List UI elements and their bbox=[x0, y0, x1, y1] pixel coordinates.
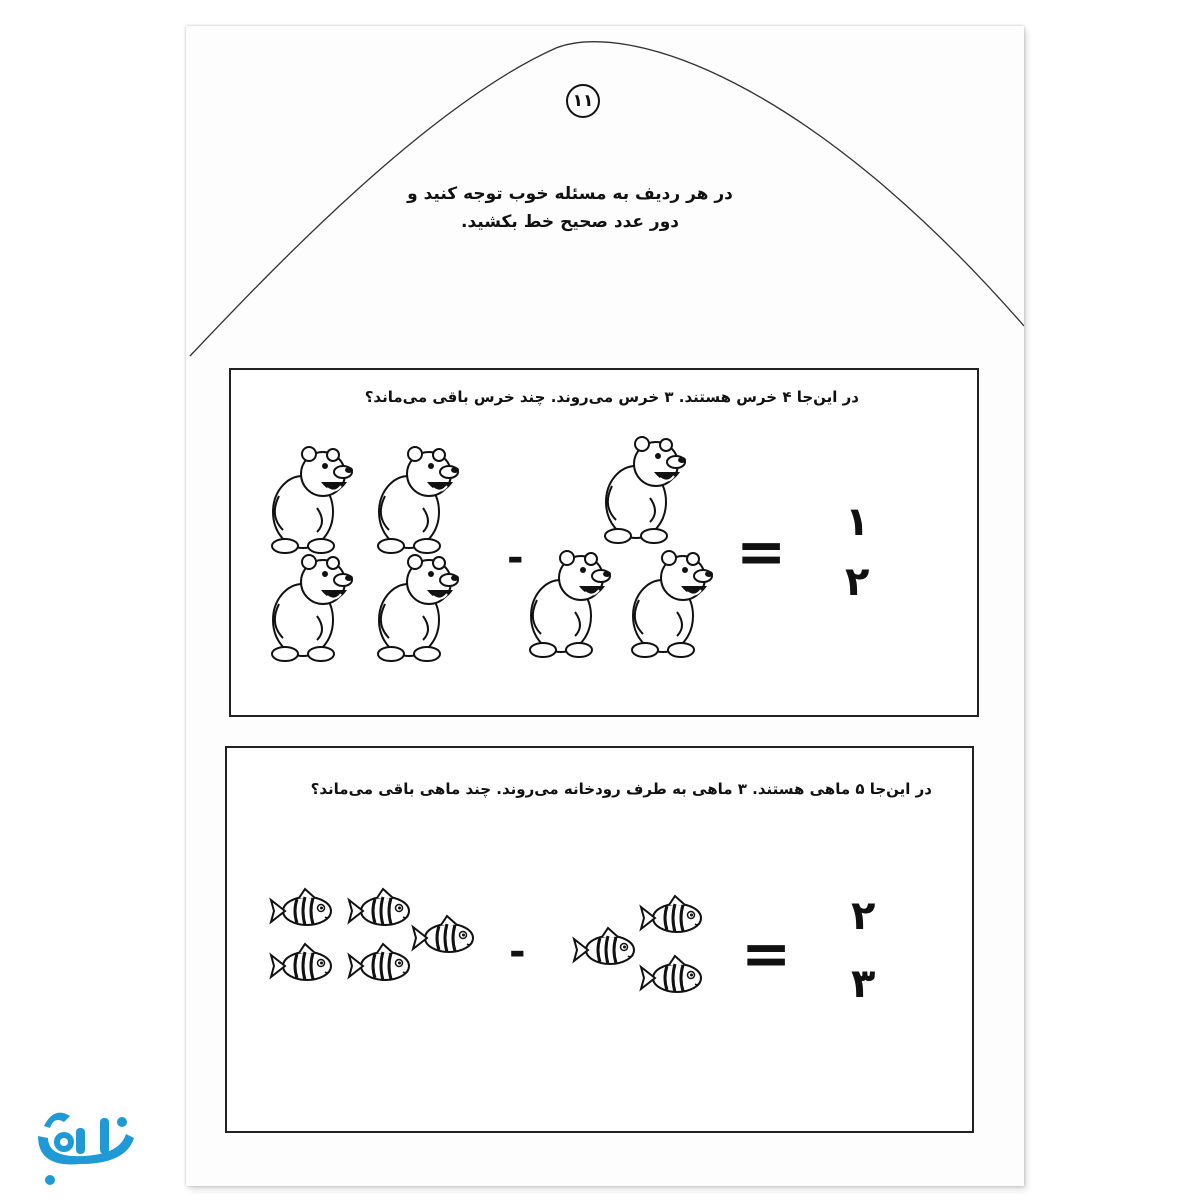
instruction-line-2: دور عدد صحیح خط بکشید. bbox=[460, 212, 680, 232]
problem-box-fish bbox=[225, 746, 974, 1133]
fish-icon bbox=[271, 889, 331, 925]
instruction-line-1: در هر ردیف به مسئله خوب توجه کنید و bbox=[407, 184, 733, 204]
equals-sign: = bbox=[736, 517, 787, 587]
minus-sign: - bbox=[507, 535, 524, 581]
problem-question: در این‌جا ۴ خرس هستند. ۳ خرس می‌روند. چند خرس باقی می‌ماند؟ bbox=[364, 388, 859, 406]
fish-icon bbox=[349, 944, 409, 980]
fish-icon bbox=[413, 916, 473, 952]
problem-question: در این‌جا ۵ ماهی هستند. ۳ ماهی به طرف رودخانه می‌روند. چند ماهی باقی می‌ماند؟ bbox=[310, 780, 932, 798]
fish-icon bbox=[349, 889, 409, 925]
bear-icon bbox=[632, 551, 713, 657]
fish-icon bbox=[574, 928, 634, 964]
fish-icon bbox=[271, 944, 331, 980]
bear-icon bbox=[378, 447, 459, 553]
fish-icon bbox=[641, 896, 701, 932]
page-number: ۱۱ bbox=[566, 84, 600, 118]
bear-icon bbox=[378, 555, 459, 661]
answer-option-1[interactable]: ۲ bbox=[851, 893, 876, 939]
bear-icon bbox=[530, 551, 611, 657]
minus-sign: - bbox=[509, 929, 526, 975]
answer-option-1[interactable]: ۱ bbox=[845, 499, 870, 545]
fish-illustration bbox=[227, 748, 972, 1131]
bear-icon bbox=[272, 555, 353, 661]
bear-icon bbox=[605, 437, 686, 543]
equals-sign: = bbox=[741, 919, 792, 989]
brand-logo bbox=[30, 1098, 150, 1188]
bear-icon bbox=[272, 447, 353, 553]
answer-option-2[interactable]: ۳ bbox=[851, 961, 876, 1007]
problem-box-bears bbox=[229, 368, 979, 717]
instruction-text bbox=[380, 180, 760, 236]
fish-icon bbox=[641, 956, 701, 992]
answer-option-2[interactable]: ۲ bbox=[845, 559, 870, 605]
